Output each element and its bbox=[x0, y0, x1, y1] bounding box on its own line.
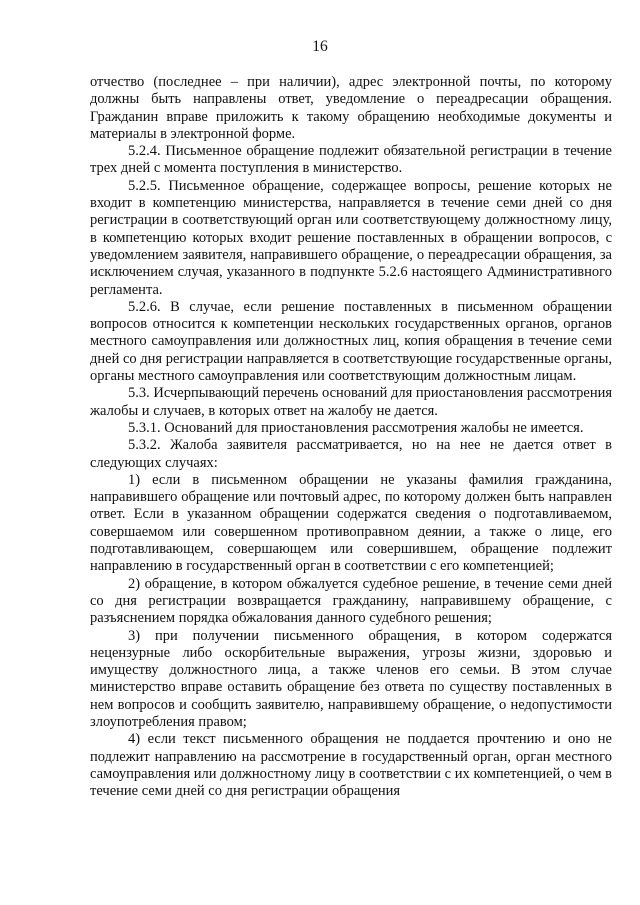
paragraph-5-3-1: 5.3.1. Оснований для приостановления рассмотрения жалобы не имеется. bbox=[128, 419, 584, 436]
paragraph-5-3: 5.3. Исчерпывающий перечень оснований для приостановления рассмотрения жалобы и случаев, в которых ответ на жалобу не дается. bbox=[90, 385, 613, 419]
paragraph-5-2-5: 5.2.5. Письменное обращение, содержащее вопросы, решение которых не входит в компетенцию министерства, направляется в течение семи дней со дня регистрации в соответствующий орган или соответствующему должностному лицу, в компетенцию которых входит решение поставленных в обращении вопросов, с уведомлением заявителя, направившего обращение, о переадресации обращения, за исключением случая, указанного в подпункте 5.2.6 настоящего Административного регламента. bbox=[90, 177, 612, 298]
paragraph-5-2-6: 5.2.6. В случае, если решение поставленных в письменном обращении вопросов относится к компетенции нескольких государственных органов, органов местного самоуправления или должностных лиц, копия обращения в течение семи дней со дня регистрации направляется в соответствующие государственные органы, органы местного самоуправления или соответствующим должностным лицам. bbox=[90, 298, 612, 385]
paragraph-5-2-4: 5.2.4. Письменное обращение подлежит обязательной регистрации в течение трех дней с момента поступления в министерство. bbox=[90, 143, 612, 177]
page-number: 16 bbox=[312, 38, 328, 55]
list-item-2: 2) обращение, в котором обжалуется судебное решение, в течение семи дней со дня регистрации возвращается гражданину, направившему обращение, с разъяснением порядка обжалования данного судебного решения; bbox=[90, 575, 612, 627]
paragraph-continuation: отчество (последнее – при наличии), адрес электронной почты, по которому должны быть направлены ответ, уведомление о переадресации обращения. Гражданин вправе приложить к такому обращению необходимые документы и материалы в электронной форме. bbox=[90, 74, 612, 142]
list-item-4: 4) если текст письменного обращения не поддается прочтению и оно не подлежит направлению на рассмотрение в государственный орган, орган местного самоуправления или должностному лицу в соответствии с их компетенцией, о чем в течение семи дней со дня регистрации обращения bbox=[90, 731, 612, 800]
paragraph-5-3-2: 5.3.2. Жалоба заявителя рассматривается, но на нее не дается ответ в следующих случаях: bbox=[90, 437, 612, 471]
list-item-3: 3) при получении письменного обращения, в котором содержатся нецензурные либо оскорбительные выражения, угрозы жизни, здоровью и имуществу должностного лица, а также членов его семьи. В этом случае министерство вправе оставить обращение без ответа по существу поставленных в нем вопросов и сообщить заявителю, направившему обращение, о недопустимости злоупотребления правом; bbox=[90, 627, 612, 730]
list-item-1: 1) если в письменном обращении не указаны фамилия гражданина, направившего обращение или почтовый адрес, по которому должен быть направлен ответ. Если в указанном обращении содержатся сведения о подготавливаемом, совершаемом или совершенном противоправном деянии, а также о лице, его подготавливающем, совершающем или совершившем, обращение подлежит направлению в государственный орган в соответствии с его компетенцией; bbox=[90, 471, 612, 575]
document-body bbox=[90, 74, 612, 800]
